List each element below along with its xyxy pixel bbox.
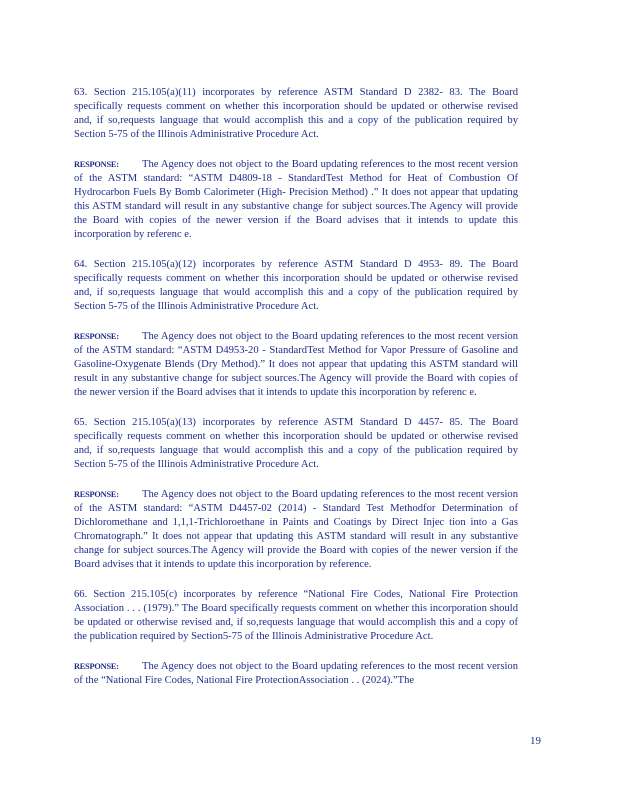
response-64 xyxy=(74,330,518,400)
page-number: 19 xyxy=(530,735,541,747)
response-text: The Agency does not object to the Board updating references to the most recent version of the ASTM standard: “ASTM D4809-18 - StandardTest Method for Heat of Combustion Of Hydrocarbon Fuels By Bomb Calorimeter (High- Precision Method) .” It does not appear that updating this ASTM standard will result in any substantive change for subject sources.The Agency will provide the Board with copies of the newer version if the Board advises that it intends to update this incorporation by referenc e. xyxy=(74,159,518,240)
response-label: RESPONSE: xyxy=(74,490,119,499)
response-label: RESPONSE: xyxy=(74,332,119,341)
response-label: RESPONSE: xyxy=(74,662,119,671)
response-65 xyxy=(74,488,518,572)
question-63: 63. Section 215.105(a)(11) incorporates by reference ASTM Standard D 2382- 83. The Board specifically requests comment on whether this incorporation should be updated or otherwise revised and, if so,requests language that would accomplish this and a copy of the publication required by Section 5-75 of the Illinois Administrative Procedure Act. xyxy=(74,87,518,140)
response-text: The Agency does not object to the Board updating references to the most recent version of the “National Fire Codes, National Fire ProtectionAssociation . . (2024).”The xyxy=(74,661,518,686)
response-66 xyxy=(74,660,518,688)
response-text: The Agency does not object to the Board updating references to the most recent version of the ASTM standard: “ASTM D4953-20 - StandardTest Method for Vapor Pressure of Gasoline and Gasoline-Oxygenate Blends (Dry Method).” It does not appear that updating this ASTM standard will result in any substantive change for subject sources.The Agency will provide the Board with copies of the newer version if the Board advises that it intends to update this incorporation by referenc e. xyxy=(74,331,518,398)
question-66: 66. Section 215.105(c) incorporates by reference “National Fire Codes, National Fire Protection Association . . . (1979).” The Board specifically requests comment on whether this incorporation should be updated or otherwise revised and, if so,requests language that would accomplish this and a copy of the publication required by Section5-75 of the Illinois Administrative Procedure Act. xyxy=(74,589,518,642)
response-label: RESPONSE: xyxy=(74,160,119,169)
question-65: 65. Section 215.105(a)(13) incorporates by reference ASTM Standard D 4457- 85. The Board specifically requests comment on whether this incorporation should be updated or otherwise revised and, if so,requests language that would accomplish this and a copy of the publication required by Section 5-75 of the Illinois Administrative Procedure Act. xyxy=(74,417,518,470)
response-63 xyxy=(74,158,518,242)
page-body xyxy=(74,86,518,704)
response-text: The Agency does not object to the Board updating references to the most recent version of the ASTM standard: “ASTM D4457-02 (2014) - Standard Test Methodfor Determination of Dichloromethane and 1,1,1-Trichloroethane in Paints and Coatings by Direct Injec tion into a Gas Chromatograph.” It does not appear that updating this ASTM standard will result in any substantive change for subject sources.The Agency will provide the Board with copies of the newer version if the Board advises that it intends to update this incorporation by reference. xyxy=(74,489,518,570)
question-64: 64. Section 215.105(a)(12) incorporates by reference ASTM Standard D 4953- 89. The Board specifically requests comment on whether this incorporation should be updated or otherwise revised and, if so,requests language that would accomplish this and a copy of the publication required by Section 5-75 of the Illinois Administrative Procedure Act. xyxy=(74,259,518,312)
